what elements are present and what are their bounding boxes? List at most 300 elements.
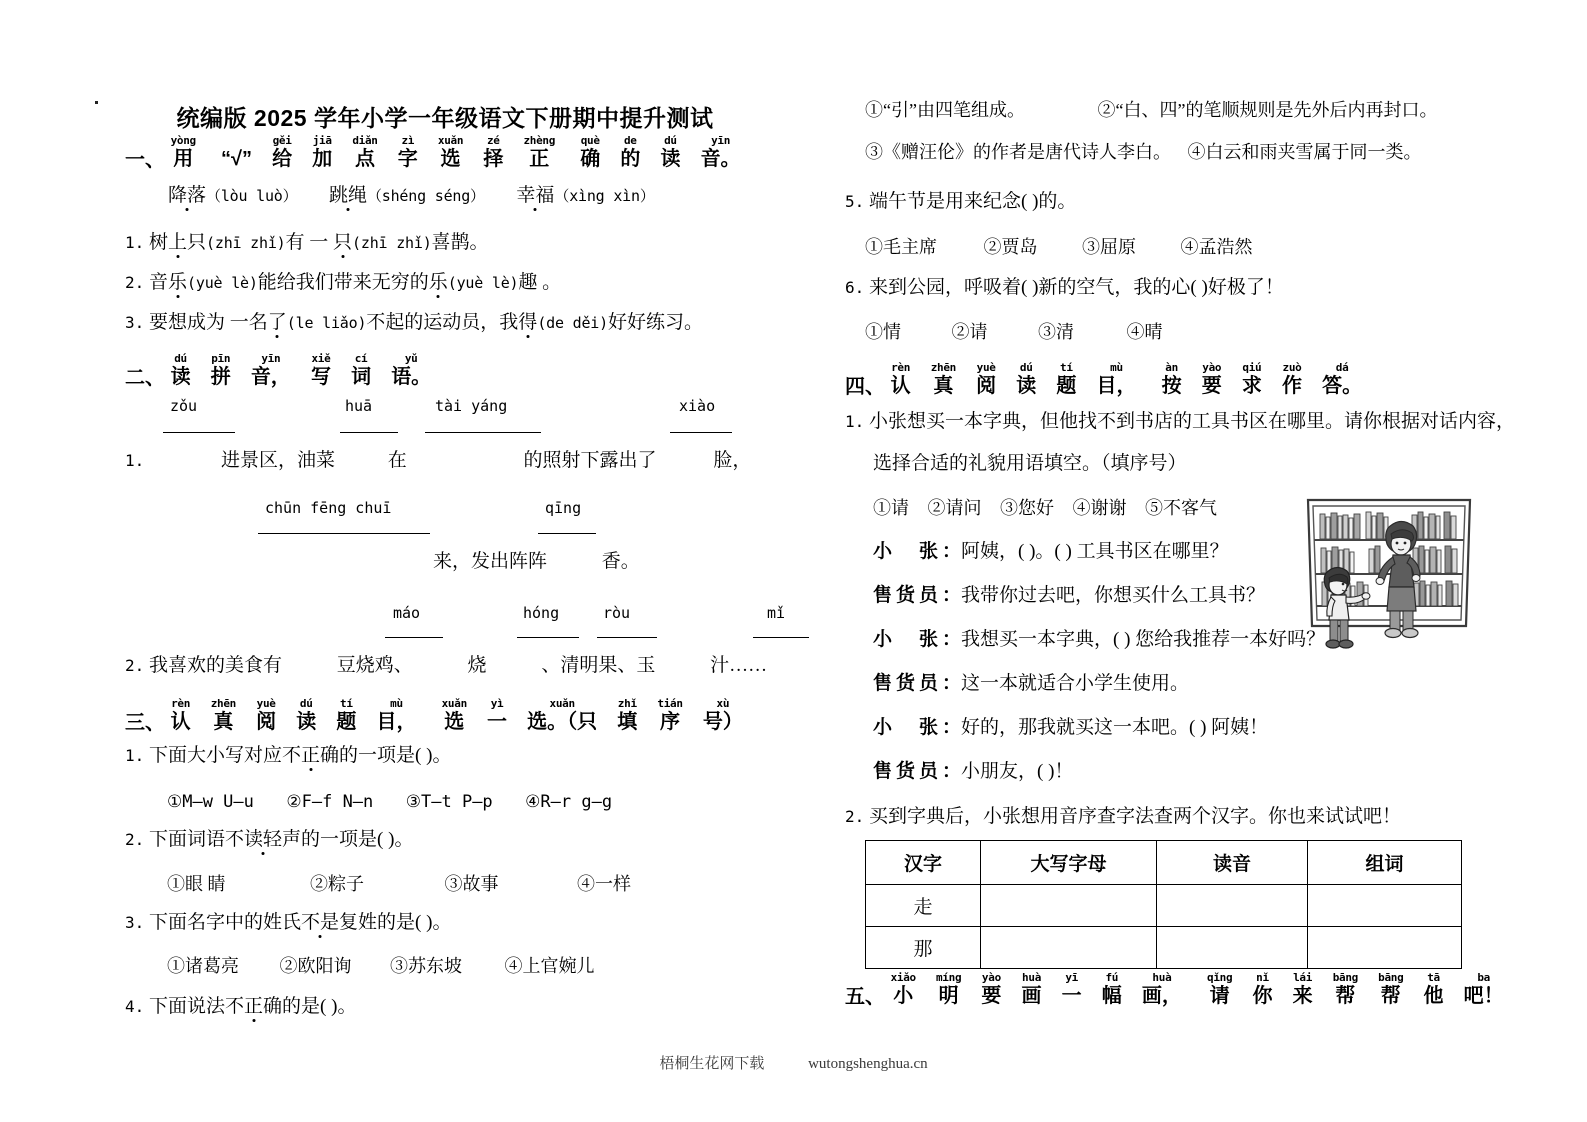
- s4-q1-number: 1.: [845, 412, 865, 431]
- s4-hanzi-6: 按: [1161, 375, 1182, 397]
- s1-pinyin-7: zhèng: [523, 134, 556, 147]
- dialogue-speaker-4: 售货员: [873, 673, 943, 694]
- s4-pinyin-7: yào: [1202, 361, 1222, 374]
- s1-q2-dp: (yuè lè): [447, 274, 519, 292]
- s4-hanzi-2: 阅: [976, 375, 997, 397]
- s4-hanzi-5: 目，: [1096, 375, 1137, 397]
- s2-q1-pinyin-3: tài yáng: [435, 397, 508, 415]
- s1-example-pinyin-1: （lòu luò）: [206, 187, 298, 205]
- s2-q1-text-f: 香。: [601, 551, 640, 572]
- section-2-number: 二、: [125, 367, 165, 389]
- s2-hanzi-2: 音，: [250, 366, 291, 388]
- s3-item-1-option-2[interactable]: ②F—f N—n: [286, 792, 374, 812]
- s5-hanzi-3: 画: [1021, 985, 1042, 1007]
- s3-item-5-stem: [845, 191, 1076, 213]
- s3-item-6-stem-a: 来到公园，呼吸着( )新的空气，我的心( )好极了！: [869, 277, 1284, 298]
- s1-pinyin-5: xuǎn: [437, 134, 464, 147]
- s2-pinyin-4: cí: [354, 352, 368, 365]
- section-3-heading: [125, 698, 743, 733]
- s1-q2-bp: (yuè lè): [187, 274, 258, 292]
- s3-item-2-stem-a: 下面词语: [149, 829, 226, 850]
- s3-item-2-option-1[interactable]: ①眼 睛: [167, 874, 226, 894]
- s2-q1-line-2: [433, 551, 640, 573]
- s3-hanzi-8: 选。（只: [527, 711, 598, 733]
- s5-pinyin-7: qǐng: [1207, 971, 1233, 984]
- s5-hanzi-12: 他: [1423, 985, 1444, 1007]
- s1-q2-d: 乐: [428, 272, 448, 293]
- s3-hanzi-3: 读: [296, 711, 317, 733]
- dialogue-line-3: 小 张：我想买一本字典，( ) 您给我推荐一本好吗？: [873, 629, 1326, 650]
- s3-pinyin-10: tián: [657, 697, 683, 710]
- s2-q1-blank-5[interactable]: [258, 533, 430, 534]
- s5-hanzi-7: 请: [1209, 985, 1230, 1007]
- page-title: 统编版 2025 学年小学一年级语文下册期中提升测试: [176, 105, 714, 131]
- s1-hanzi-2: 给: [272, 148, 293, 170]
- s4-hanzi-7: 要: [1201, 375, 1222, 397]
- s3-hanzi-4: 题: [336, 711, 357, 733]
- s3-item-6-number: 6.: [845, 278, 865, 297]
- s3-item-1-stem-a: 下面大小写对应: [149, 745, 283, 766]
- s3-item-5-options: [865, 236, 1253, 258]
- s3-item-5-stem-a: 端午节是用来纪念( )的。: [869, 191, 1077, 212]
- table-header-word: 组词: [1308, 841, 1462, 885]
- s3-item-4-stem: [125, 996, 356, 1018]
- section-4-heading: [845, 362, 1362, 397]
- s1-hanzi-1: “√”: [220, 148, 252, 170]
- dialogue-speaker-3: 小 张: [873, 629, 943, 650]
- s3-item-2-stem: [125, 829, 413, 851]
- s3-item-4-options-line-1: [865, 99, 1437, 121]
- s3-item-2-emphasis: 不读轻声: [225, 829, 302, 850]
- s3-item-4-number: 4.: [125, 997, 145, 1016]
- dialogue-text-6: 小朋友，( )！: [961, 761, 1074, 782]
- s5-hanzi-4: 一: [1061, 985, 1082, 1007]
- s2-q2-line: [125, 655, 767, 677]
- s1-q3-a: 要想成为 一名: [149, 312, 268, 333]
- s3-item-3-emphasis: 不是: [301, 912, 340, 933]
- s2-pinyin-2: yīn: [261, 352, 281, 365]
- s3-item-2-stem-b: 的一项是( )。: [301, 829, 414, 850]
- s3-hanzi-10: 序: [660, 711, 681, 733]
- s2-q2-text-b: 豆烧鸡、: [336, 655, 413, 676]
- s5-pinyin-9: lái: [1293, 971, 1313, 984]
- s3-item-1-emphasis: 不正确: [282, 745, 340, 766]
- s1-q3-d: 得: [518, 312, 538, 333]
- s1-hanzi-0: 用: [173, 148, 194, 170]
- s1-q2-b: 乐: [168, 272, 188, 293]
- s3-item-3-option-4[interactable]: ④上官婉儿: [504, 956, 595, 976]
- s3-hanzi-9: 填: [617, 711, 638, 733]
- s1-hanzi-6: 选: [440, 148, 461, 170]
- s1-q1-d: 喜鹊。: [431, 232, 489, 253]
- dialogue-text-3: 我想买一本字典，( ) 您给我推荐一本好吗？: [961, 629, 1326, 650]
- s2-q2-text-a: 我喜欢的美食有: [149, 655, 283, 676]
- s3-item-1-option-3[interactable]: ③T—t P—p: [405, 792, 493, 812]
- s1-q2-e: 趣 。: [518, 272, 562, 293]
- s5-pinyin-12: tā: [1427, 971, 1440, 984]
- s1-example-word-2: 跳绳: [328, 185, 367, 206]
- s3-hanzi-7: 一: [487, 711, 508, 733]
- s4-pinyin-6: àn: [1165, 361, 1178, 374]
- s1-hanzi-3: 加: [312, 148, 333, 170]
- s3-item-6-option-3[interactable]: ③清: [1038, 322, 1074, 342]
- s1-q2-number: 2.: [125, 273, 145, 292]
- s1-question-3: [125, 312, 703, 334]
- left-column: [95, 0, 795, 1122]
- table-header-letter: 大写字母: [981, 841, 1157, 885]
- s5-hanzi-11: 帮: [1380, 985, 1401, 1007]
- s5-pinyin-8: nǐ: [1256, 971, 1269, 984]
- s4-pinyin-2: yuè: [976, 361, 996, 374]
- s3-item-2-option-4[interactable]: ④一样: [577, 874, 631, 894]
- s1-q1-cp: (zhī zhǐ): [352, 234, 432, 252]
- s3-item-6-option-4[interactable]: ④晴: [1126, 322, 1163, 342]
- s3-item-6-stem: [845, 277, 1284, 299]
- dialogue-line-5: 小 张：好的，那我就买这一本吧。( ) 阿姨！: [873, 717, 1269, 738]
- table-cell-hanzi-2: 那: [866, 927, 981, 969]
- s1-q2-a: 音: [149, 272, 169, 293]
- s2-q2-blank-2[interactable]: [517, 637, 579, 638]
- s5-hanzi-13: 吧！: [1463, 985, 1504, 1007]
- s3-hanzi-6: 选: [444, 711, 465, 733]
- s2-q1-text-e: 来，发出阵阵: [433, 551, 548, 572]
- s5-pinyin-11: bāng: [1378, 971, 1404, 984]
- s3-item-4-options-line-2: [865, 141, 1422, 163]
- dialogue-text-5: 好的，那我就买这一本吧。( ) 阿姨！: [961, 717, 1269, 738]
- s3-item-1-option-4[interactable]: ④R—r g—g: [525, 792, 613, 812]
- s1-q1-number: 1.: [125, 233, 145, 252]
- s2-q2-number: 2.: [125, 656, 145, 675]
- s2-q1-number: 1.: [125, 451, 145, 470]
- s1-hanzi-11: 读: [660, 148, 681, 170]
- s4-q1-option-5[interactable]: ⑤不客气: [1145, 498, 1217, 518]
- s3-hanzi-11: 号）: [702, 711, 743, 733]
- s2-q1-text-a: 进景区，油菜: [221, 450, 336, 471]
- s3-item-6-option-2[interactable]: ②请: [951, 322, 988, 342]
- s5-hanzi-10: 帮: [1335, 985, 1356, 1007]
- dialogue-speaker-5: 小 张: [873, 717, 943, 738]
- s3-item-4-stem-b: 的是( )。: [282, 996, 357, 1017]
- s5-pinyin-6: huà: [1152, 971, 1172, 984]
- s1-question-1: [125, 232, 489, 254]
- s1-q1-a: 树上只: [149, 232, 207, 253]
- s1-pinyin-4: zì: [401, 134, 415, 147]
- s3-pinyin-7: yì: [490, 697, 504, 710]
- s2-q2-pinyin-4: mǐ: [767, 604, 786, 622]
- dialogue-text-4: 这一本就适合小学生使用。: [961, 673, 1190, 694]
- s3-pinyin-4: tí: [340, 697, 353, 710]
- table-cell-pinyin-1[interactable]: [1157, 885, 1308, 927]
- dialogue-text-2: 我带你过去吧，你想买什么工具书？: [961, 585, 1266, 606]
- s3-pinyin-11: xù: [716, 697, 730, 710]
- s3-item-5-number: 5.: [845, 192, 865, 211]
- s3-hanzi-1: 真: [213, 711, 234, 733]
- s4-hanzi-8: 求: [1241, 375, 1262, 397]
- s1-pinyin-11: yīn: [711, 134, 731, 147]
- section-4-number: 四、: [845, 376, 885, 398]
- s1-q3-dp: (de děi): [537, 314, 608, 332]
- s2-pinyin-3: xiě: [311, 352, 331, 365]
- s2-q1-blank-2[interactable]: [340, 432, 398, 433]
- s1-hanzi-7: 择: [483, 148, 504, 170]
- s2-q2-pinyin-1: máo: [393, 604, 421, 622]
- s4-hanzi-10: 答。: [1322, 375, 1363, 397]
- s2-q2-pinyin-3: ròu: [603, 604, 631, 622]
- s2-q2-blank-1[interactable]: [385, 637, 443, 638]
- s4-hanzi-9: 作: [1281, 375, 1302, 397]
- s3-hanzi-0: 认: [170, 711, 191, 733]
- s4-pinyin-0: rèn: [891, 361, 911, 374]
- s3-item-1-stem: [125, 745, 451, 767]
- s1-hanzi-12: 音。: [700, 148, 741, 170]
- s4-pinyin-10: dá: [1335, 361, 1349, 374]
- s4-hanzi-4: 题: [1056, 375, 1077, 397]
- s1-example-pinyin-2: （shéng séng）: [366, 187, 485, 205]
- s3-item-3-option-3[interactable]: ③苏东坡: [390, 956, 462, 976]
- s3-item-5-option-3[interactable]: ③屈原: [1082, 237, 1136, 257]
- s4-pinyin-5: mù: [1110, 361, 1123, 374]
- s3-item-3-stem-b: 复姓的是( )。: [339, 912, 452, 933]
- s5-pinyin-0: xiǎo: [890, 971, 916, 984]
- section-1-heading: [125, 135, 741, 170]
- s3-item-5-option-2[interactable]: ②贾岛: [983, 237, 1038, 257]
- s2-q2-blank-4[interactable]: [753, 637, 809, 638]
- footer: [0, 1052, 1587, 1073]
- s2-q1-pinyin-6: qīng: [545, 499, 582, 517]
- s1-q2-c: 能给我们带来无穷的: [257, 272, 429, 293]
- s3-item-4-option-4[interactable]: ④白云和雨夹雪属于同一类。: [1187, 142, 1422, 162]
- dialogue-line-4: 售货员：这一本就适合小学生使用。: [873, 673, 1190, 694]
- s4-q1-option-3[interactable]: ③您好: [1000, 498, 1054, 518]
- s4-q2-stem: [845, 806, 1401, 828]
- s2-hanzi-1: 拼: [210, 366, 231, 388]
- s2-q1-text-d: 脸，: [713, 450, 752, 471]
- s3-item-3-option-2[interactable]: ②欧阳询: [279, 956, 352, 976]
- s1-example-line: [168, 185, 655, 207]
- s1-hanzi-4: 点: [354, 148, 375, 170]
- s3-item-6-option-1[interactable]: ①情: [865, 322, 901, 342]
- s2-q1-blank-4[interactable]: [670, 432, 732, 433]
- s2-pinyin-5: yǔ: [404, 352, 418, 365]
- s2-q2-blank-3[interactable]: [597, 637, 657, 638]
- s3-hanzi-5: 目，: [376, 711, 417, 733]
- s3-item-5-option-1[interactable]: ①毛主席: [865, 237, 937, 257]
- s3-item-4-option-3[interactable]: ③《赠汪伦》的作者是唐代诗人李白。: [865, 142, 1171, 162]
- s5-pinyin-10: bāng: [1332, 971, 1358, 984]
- s2-q1-text-b: 在: [387, 450, 407, 471]
- s3-item-4-stem-a: 下面说法: [149, 996, 226, 1017]
- s3-item-2-options: [167, 873, 631, 895]
- s1-pinyin-9: de: [623, 134, 637, 147]
- s5-pinyin-13: ba: [1477, 971, 1490, 984]
- s2-q1-pinyin-1: zǒu: [170, 397, 198, 415]
- s5-hanzi-2: 要: [981, 985, 1002, 1007]
- s2-hanzi-0: 读: [170, 366, 191, 388]
- s2-hanzi-5: 语。: [391, 366, 432, 388]
- s1-pinyin-6: zé: [486, 134, 500, 147]
- s5-hanzi-0: 小: [893, 985, 914, 1007]
- s2-q1-pinyin-5: chūn fēng chuī: [265, 499, 392, 517]
- s2-q1-pinyin-2: huā: [345, 397, 373, 415]
- s4-pinyin-8: qiú: [1242, 361, 1262, 374]
- dialogue-speaker-1: 小 张: [873, 541, 943, 562]
- s3-item-3-stem-a: 下面名字中的姓氏: [149, 912, 302, 933]
- s3-item-1-number: 1.: [125, 746, 145, 765]
- s4-q1-text-line-1: 小张想买一本字典，但他找不到书店的工具书区在哪里。请你根据对话内容，: [869, 411, 1516, 432]
- s5-hanzi-9: 来: [1292, 985, 1313, 1007]
- s4-q2-number: 2.: [845, 807, 865, 826]
- s3-item-1-options: [167, 790, 612, 813]
- s3-hanzi-2: 阅: [256, 711, 277, 733]
- s5-hanzi-1: 明: [938, 985, 959, 1007]
- s3-item-4-option-2[interactable]: ②“白、四”的笔顺规则是先外后内再封口。: [1097, 100, 1438, 120]
- s4-pinyin-1: zhēn: [930, 361, 956, 374]
- s1-pinyin-8: què: [580, 134, 600, 147]
- s1-q3-c: 不起的运动员，我: [366, 312, 519, 333]
- s1-q3-e: 好好练习。: [607, 312, 703, 333]
- table-cell-pinyin-2[interactable]: [1157, 927, 1308, 969]
- s4-q1-option-4[interactable]: ④谢谢: [1072, 498, 1127, 518]
- s1-q1-ap: (zhī zhǐ): [206, 234, 286, 252]
- s1-pinyin-1: gěi: [272, 134, 292, 147]
- s1-hanzi-5: 字: [397, 148, 418, 170]
- table-cell-letter-1[interactable]: [981, 885, 1157, 927]
- s4-q1-line-2: [873, 453, 1187, 475]
- dialogue-line-2: 售货员：我带你过去吧，你想买什么工具书？: [873, 585, 1266, 606]
- s2-hanzi-4: 词: [351, 366, 372, 388]
- s5-hanzi-8: 你: [1252, 985, 1273, 1007]
- s1-q1-c: 只: [333, 232, 353, 253]
- s3-pinyin-2: yuè: [256, 697, 276, 710]
- s3-item-3-stem: [125, 912, 451, 934]
- hanzi-lookup-table: [865, 840, 1462, 969]
- dialogue-speaker-2: 售货员: [873, 585, 943, 606]
- s4-pinyin-3: dú: [1019, 361, 1033, 374]
- s1-q3-bp: (le liǎo): [286, 314, 367, 332]
- s4-q1-text-line-2: 选择合适的礼貌用语填空。（填序号）: [873, 453, 1187, 474]
- s3-pinyin-5: mù: [390, 697, 403, 710]
- s1-pinyin-3: diǎn: [352, 134, 378, 147]
- s5-pinyin-2: yào: [981, 971, 1001, 984]
- s2-q2-text-c: 烧: [467, 655, 487, 676]
- s1-example-pinyin-3: （xìng xìn）: [554, 187, 655, 205]
- s5-pinyin-3: huà: [1022, 971, 1042, 984]
- s4-pinyin-9: zuò: [1282, 361, 1302, 374]
- s1-hanzi-9: 确: [580, 148, 601, 170]
- dialogue-line-6: 售货员：小朋友，( )！: [873, 761, 1074, 782]
- dialogue-speaker-6: 售货员: [873, 761, 943, 782]
- s3-item-5-option-4[interactable]: ④孟浩然: [1180, 237, 1253, 257]
- section-5-heading: [845, 972, 1504, 1007]
- s4-q1-option-2[interactable]: ②请问: [927, 498, 982, 518]
- s4-pinyin-4: tí: [1060, 361, 1073, 374]
- s2-q1-blank-3[interactable]: [425, 432, 541, 433]
- s2-q1-blank-6[interactable]: [538, 533, 596, 534]
- s3-pinyin-3: dú: [299, 697, 313, 710]
- s3-item-3-option-1[interactable]: ①诸葛亮: [167, 956, 239, 976]
- s3-item-2-number: 2.: [125, 830, 145, 849]
- s3-pinyin-9: zhǐ: [617, 697, 637, 710]
- s1-q1-b: 有 一: [285, 232, 334, 253]
- s1-example-word-1: 降落: [168, 185, 207, 206]
- s1-hanzi-10: 的: [620, 148, 641, 170]
- s5-pinyin-1: míng: [935, 971, 962, 984]
- section-2-heading: [125, 353, 431, 388]
- s5-hanzi-6: 画，: [1141, 985, 1182, 1007]
- table-cell-word-1[interactable]: [1308, 885, 1462, 927]
- table-cell-word-2[interactable]: [1308, 927, 1462, 969]
- dialogue-text-1: 阿姨，( )。( ) 工具书区在哪里？: [961, 541, 1229, 562]
- table-row: [866, 885, 1462, 927]
- table-cell-letter-2[interactable]: [981, 927, 1157, 969]
- s3-item-2-option-2[interactable]: ②粽子: [310, 874, 364, 894]
- s3-pinyin-8: xuǎn: [549, 697, 575, 710]
- s2-q1-blank-1[interactable]: [163, 432, 235, 433]
- s2-q1-pinyin-4: xiào: [679, 397, 716, 415]
- s2-q2-text-e: 汁……: [710, 655, 768, 676]
- s4-hanzi-0: 认: [890, 375, 911, 397]
- s1-example-word-3: 幸福: [516, 185, 555, 206]
- s3-item-2-option-3[interactable]: ③故事: [444, 874, 499, 894]
- s5-pinyin-5: fú: [1105, 971, 1119, 984]
- table-header-row: [866, 841, 1462, 885]
- dialogue-line-1: 小 张：阿姨，( )。( ) 工具书区在哪里？: [873, 541, 1229, 562]
- s3-item-4-emphasis: 不正确: [225, 996, 283, 1017]
- table-header-hanzi: 汉字: [866, 841, 981, 885]
- s2-pinyin-0: dú: [174, 352, 187, 365]
- s4-q1-option-1[interactable]: ①请: [873, 498, 909, 518]
- s4-hanzi-1: 真: [933, 375, 954, 397]
- footer-source: 梧桐生花网下载: [659, 1056, 765, 1072]
- section-3-number: 三、: [125, 712, 165, 734]
- s2-q1-text-c: 的照射下露出了: [523, 450, 657, 471]
- s3-item-3-options: [167, 955, 595, 977]
- s2-pinyin-1: pīn: [211, 352, 231, 365]
- table-row: [866, 927, 1462, 969]
- s3-item-1-stem-b: 的一项是( )。: [339, 745, 452, 766]
- table-cell-hanzi-1: 走: [866, 885, 981, 927]
- s1-question-2: [125, 272, 561, 294]
- s3-item-4-option-1[interactable]: ①“引”由四笔组成。: [865, 100, 1025, 120]
- s4-hanzi-3: 读: [1016, 375, 1037, 397]
- s1-pinyin-0: yòng: [170, 134, 196, 147]
- s4-q2-text: 买到字典后，小张想用音序查字法查两个汉字。你也来试试吧！: [869, 806, 1402, 827]
- s3-item-1-option-1[interactable]: ①M—w U—u: [167, 792, 254, 812]
- s4-q1-line-1: [845, 411, 1515, 433]
- s3-pinyin-0: rèn: [171, 697, 191, 710]
- s5-hanzi-5: 幅: [1101, 985, 1122, 1007]
- s1-q3-number: 3.: [125, 313, 145, 332]
- s3-pinyin-1: zhēn: [210, 697, 236, 710]
- s2-hanzi-3: 写: [310, 366, 331, 388]
- s4-q1-options: [873, 497, 1217, 519]
- table-header-pinyin: 读音: [1157, 841, 1308, 885]
- s3-item-6-options: [865, 321, 1163, 343]
- footer-site: wutongshenghua.cn: [808, 1056, 928, 1072]
- s1-hanzi-8: 正: [529, 148, 550, 170]
- section-5-number: 五、: [845, 986, 885, 1008]
- s2-q2-text-d: 、清明果、玉: [541, 655, 656, 676]
- s3-pinyin-6: xuǎn: [441, 697, 467, 710]
- bookstore-illustration: [1300, 486, 1478, 653]
- s5-pinyin-4: yī: [1065, 971, 1078, 984]
- s3-item-3-number: 3.: [125, 913, 145, 932]
- s2-q1-line-1: [125, 450, 751, 472]
- s1-q3-b: 了: [267, 312, 287, 333]
- s2-q2-pinyin-2: hóng: [523, 604, 560, 622]
- section-1-number: 一、: [125, 149, 165, 171]
- s1-pinyin-2: jiā: [312, 134, 332, 147]
